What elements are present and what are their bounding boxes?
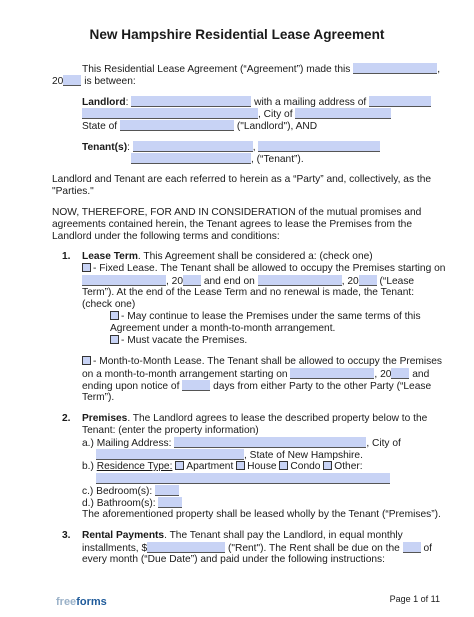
premises-address-field[interactable] xyxy=(174,437,366,448)
consideration-line-2: agreements contained herein, the Tenant agrees to lease the Premises from the xyxy=(52,219,412,230)
tenant-3-field[interactable] xyxy=(131,153,251,164)
tenant-line-2 xyxy=(131,153,304,166)
mtm-year-prefix: , 20 xyxy=(374,369,392,380)
section-1-lead: . This Agreement shall be considered a: (check one) xyxy=(137,251,373,262)
due-day-field[interactable] xyxy=(403,542,421,553)
residence-type-label: Residence Type: xyxy=(96,461,173,472)
other-type-field[interactable] xyxy=(96,473,390,484)
section-1-number: 1. xyxy=(62,251,71,262)
document-title: New Hampshire Residential Lease Agreement xyxy=(89,27,385,42)
tenant-colon: : xyxy=(127,142,130,153)
landlord-state-field[interactable] xyxy=(120,120,234,131)
mtm-start-text: on a month-to-month arrangement starting on xyxy=(82,369,288,380)
bathrooms-field[interactable] xyxy=(158,497,182,508)
mtm-days-text: days from either Party to the other Party (“Lease xyxy=(213,381,432,392)
agreement-year-field[interactable] xyxy=(63,75,81,86)
fixed-end-year-field[interactable] xyxy=(359,275,377,286)
section-2-heading xyxy=(82,413,427,425)
page-number: Page 1 of 11 xyxy=(389,594,440,604)
residence-type-line xyxy=(82,461,363,473)
section-3-lead: . The Tenant shall pay the Landlord, in equal monthly xyxy=(164,530,403,541)
tenant-comma: , xyxy=(252,142,256,153)
fixed-end-text: and end on xyxy=(203,276,255,287)
section-3-title: Rental Payments xyxy=(82,530,165,541)
fixed-lease-checkbox[interactable] xyxy=(82,263,91,272)
vacate-checkbox[interactable] xyxy=(110,335,119,344)
landlord-address-field[interactable] xyxy=(369,96,431,107)
renewal-option-continue xyxy=(110,311,421,323)
section-1-title: Lease Term xyxy=(82,251,138,262)
fixed-lease-text: - Fixed Lease. The Tenant shall be allowed to occupy the Premises starting on xyxy=(93,263,446,274)
mtm-line-4: Term”). xyxy=(82,392,115,403)
landlord-address-line2-field[interactable] xyxy=(82,108,258,119)
section-2-title: Premises xyxy=(82,413,128,424)
intro-text: This Residential Lease Agreement (“Agreement”) made this xyxy=(82,64,351,75)
intro-between: is between: xyxy=(84,76,136,87)
landlord-colon: : xyxy=(125,97,129,108)
premises-tail: The aforementioned property shall be leased wholly by the Tenant (“Premises”). xyxy=(82,509,441,520)
mtm-and-text: and xyxy=(412,369,430,380)
premises-state-text: , State of New Hampshire. xyxy=(244,450,363,461)
tenant-1-field[interactable] xyxy=(133,141,253,152)
landlord-line-3 xyxy=(82,120,317,133)
consideration-line-3: Landlord under the following terms and conditions: xyxy=(52,231,280,242)
apartment-checkbox[interactable] xyxy=(175,461,184,470)
mtm-text: - Month-to-Month Lease. The Tenant shall be allowed to occupy the Premises xyxy=(93,356,443,367)
mtm-line-1 xyxy=(82,356,442,368)
section-3-number: 3. xyxy=(62,530,71,541)
condo-checkbox[interactable] xyxy=(279,461,288,470)
tenant-label: Tenant(s) xyxy=(82,142,128,153)
mtm-line-3 xyxy=(82,380,431,393)
parties-line-1: Landlord and Tenant are each referred to herein as a “Party” and, collectively, as the xyxy=(52,174,432,185)
section-2-lead-2: Tenant: (enter the property information) xyxy=(82,425,259,436)
rent-line-3: every month (“Due Date”) and paid under the following instructions: xyxy=(82,554,385,565)
section-1-heading xyxy=(82,251,373,263)
landlord-label: Landlord xyxy=(82,97,126,108)
fixed-start-date-field[interactable] xyxy=(82,275,166,286)
intro-line-2 xyxy=(52,75,136,88)
month-to-month-checkbox[interactable] xyxy=(82,356,91,365)
section-2-lead: . The Landlord agrees to lease the described property below to the xyxy=(127,413,428,424)
fixed-lease-line-4: (check one) xyxy=(82,299,136,310)
premises-city-field[interactable] xyxy=(96,449,244,460)
renewal-option-continue-2: Agreement under a month-to-month arrangement. xyxy=(110,323,336,334)
tenant-2-field[interactable] xyxy=(258,141,380,152)
rent-amount-field[interactable] xyxy=(147,542,225,553)
section-2-number: 2. xyxy=(62,413,71,424)
logo-part-forms: forms xyxy=(76,596,107,608)
continue-lease-checkbox[interactable] xyxy=(110,311,119,320)
bedrooms-field[interactable] xyxy=(155,485,179,496)
condo-label: Condo xyxy=(290,461,321,472)
fixed-start-year-prefix: , 20 xyxy=(166,276,183,287)
bathrooms-label: d.) Bathroom(s): xyxy=(82,498,156,509)
landlord-city-field[interactable] xyxy=(295,108,391,119)
lease-quote-text: (“Lease xyxy=(379,276,415,287)
fixed-lease-line-1 xyxy=(82,263,445,275)
mtm-year-field[interactable] xyxy=(391,368,409,379)
mailing-address-label: a.) Mailing Address: xyxy=(82,438,172,449)
parties-line-2: "Parties." xyxy=(52,186,94,197)
mtm-notice-text: ending upon notice of xyxy=(82,381,180,392)
landlord-mailing-text: with a mailing address of xyxy=(254,97,367,108)
apartment-label: Apartment xyxy=(186,461,234,472)
agreement-day-field[interactable] xyxy=(353,63,437,74)
landlord-state-text: State of xyxy=(82,121,118,132)
rent-of-text: of xyxy=(423,543,433,554)
landlord-city-text: , City of xyxy=(258,109,293,120)
residence-label-b: b.) xyxy=(82,461,94,472)
consideration-line-1: NOW, THEREFORE, FOR AND IN CONSIDERATION of the mutual promises and xyxy=(52,207,422,218)
fixed-lease-line-3: Term”). At the end of the Lease Term and no renewal is made, the Tenant: xyxy=(82,287,415,298)
continue-lease-text: - May continue to lease the Premises under the same terms of this xyxy=(121,311,421,322)
freeforms-logo xyxy=(56,596,107,608)
rent-amount-text: installments, $ xyxy=(82,543,148,554)
fixed-end-year-prefix: , 20 xyxy=(341,276,359,287)
house-checkbox[interactable] xyxy=(236,461,245,470)
fixed-start-year-field[interactable] xyxy=(183,275,201,286)
renewal-option-vacate xyxy=(110,335,247,347)
rent-due-text: ("Rent"). The Rent shall be due on the xyxy=(227,543,400,554)
landlord-name-field[interactable] xyxy=(131,96,251,107)
premises-city-text: , City of xyxy=(366,438,401,449)
house-label: House xyxy=(247,461,277,472)
year-prefix: 20 xyxy=(52,76,64,87)
notice-days-field[interactable] xyxy=(182,380,210,391)
other-checkbox[interactable] xyxy=(323,461,332,470)
landlord-ref-text: ("Landlord"), AND xyxy=(236,121,318,132)
bedrooms-label: c.) Bedroom(s): xyxy=(82,486,153,497)
vacate-text: - Must vacate the Premises. xyxy=(121,335,248,346)
logo-part-free: free xyxy=(56,596,77,608)
other-label: Other: xyxy=(334,461,363,472)
mtm-start-date-field[interactable] xyxy=(290,368,374,379)
section-3-heading xyxy=(82,530,403,542)
tenant-ref-text: , (“Tenant”). xyxy=(251,154,304,165)
fixed-end-date-field[interactable] xyxy=(258,275,342,286)
intro-comma: , xyxy=(437,64,441,75)
